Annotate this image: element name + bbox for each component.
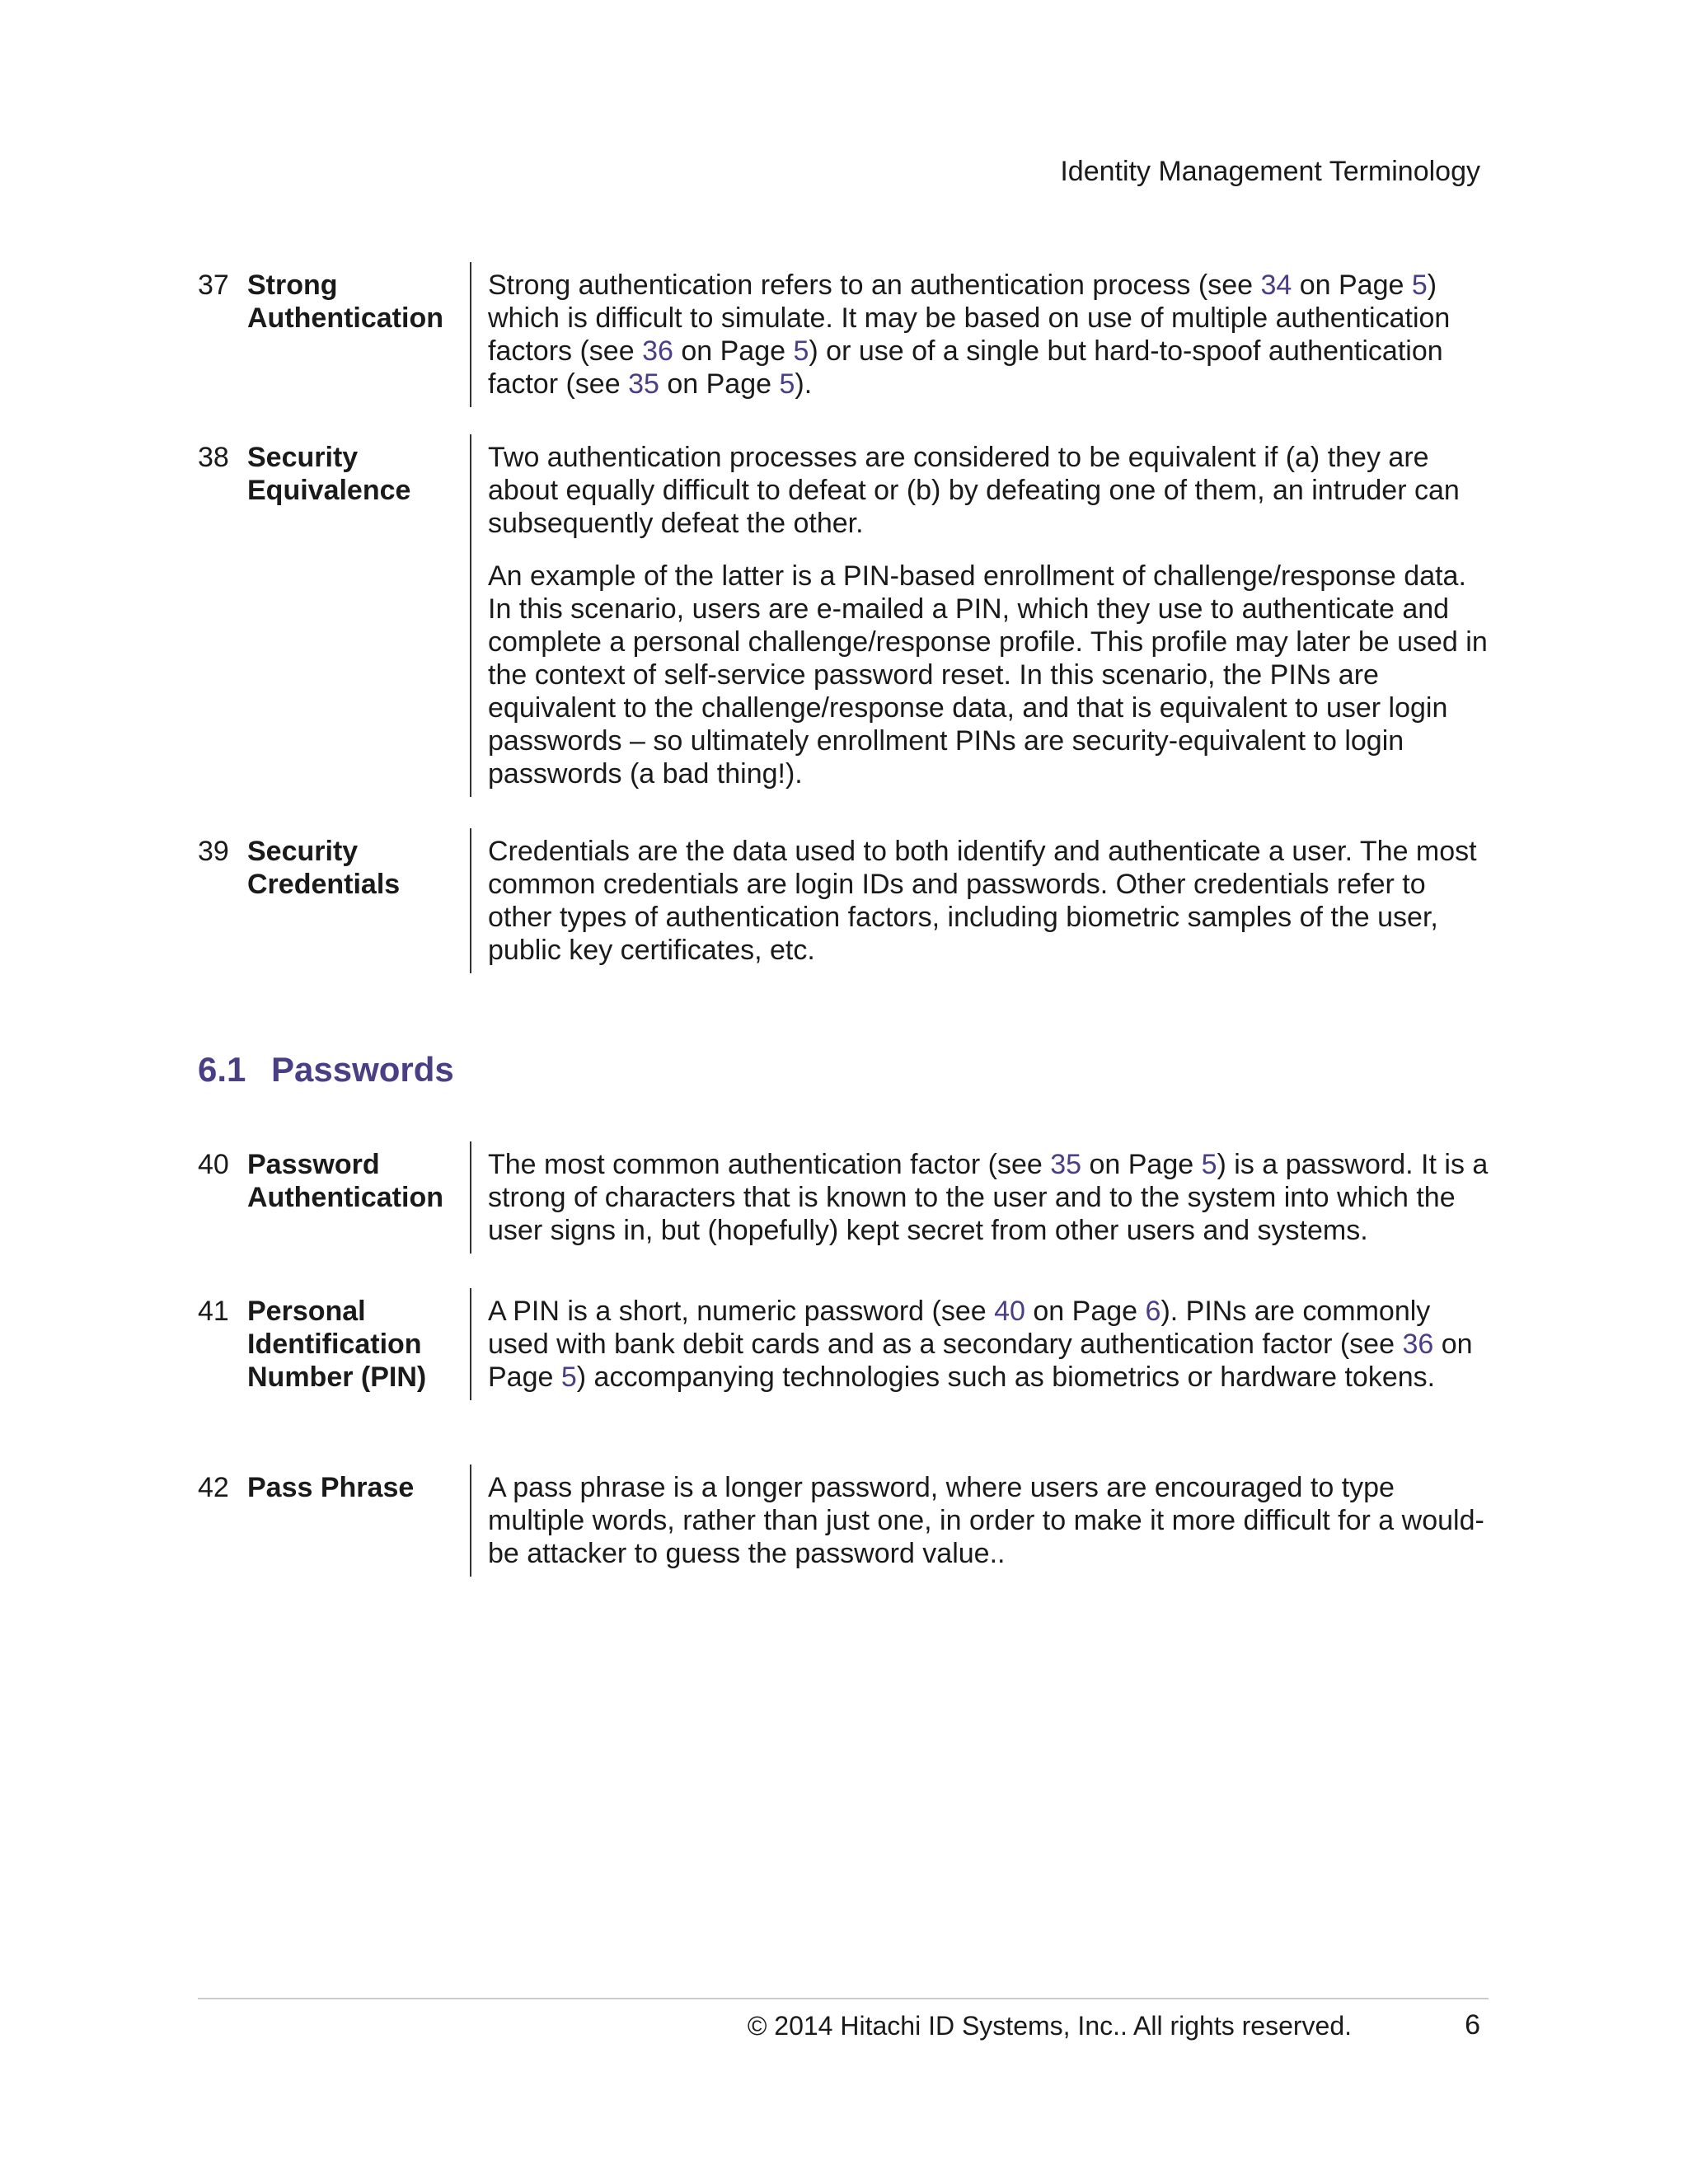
cross-reference-link[interactable]: 5 bbox=[560, 1361, 577, 1393]
definition-paragraph bbox=[488, 1295, 1489, 1394]
glossary-entry bbox=[198, 1141, 1489, 1254]
definition-paragraph bbox=[488, 1148, 1489, 1247]
entry-term-line: Security bbox=[247, 442, 359, 473]
cross-reference-link[interactable]: 36 bbox=[642, 335, 673, 367]
cross-reference-link[interactable]: 5 bbox=[793, 335, 809, 367]
entry-number: 41 bbox=[198, 1296, 229, 1327]
entry-definition bbox=[470, 1141, 1489, 1254]
entry-number: 40 bbox=[198, 1149, 229, 1180]
definition-text: ) or use of a single but hard-to-spoof authentication factor (see bbox=[488, 335, 1443, 400]
definition-text: on Page bbox=[673, 335, 794, 367]
definition-paragraph bbox=[488, 560, 1489, 790]
definition-text: ) accompanying technologies such as biometrics or hardware tokens. bbox=[576, 1361, 1436, 1393]
definition-paragraph bbox=[488, 269, 1489, 401]
cross-reference-link[interactable]: 34 bbox=[1260, 269, 1292, 301]
entry-definition bbox=[470, 828, 1489, 973]
entry-term-line: Credentials bbox=[247, 869, 401, 900]
glossary-entry bbox=[198, 1288, 1489, 1400]
section-heading bbox=[198, 1048, 454, 1091]
section-number: 6.1 bbox=[198, 1050, 246, 1089]
footer-copyright: © 2014 Hitachi ID Systems, Inc.. All rights reserved. bbox=[747, 2011, 1352, 2041]
cross-reference-link[interactable]: 40 bbox=[994, 1296, 1025, 1327]
entry-term-line: Personal bbox=[247, 1296, 366, 1327]
entry-term bbox=[247, 434, 470, 797]
cross-reference-link[interactable]: 6 bbox=[1145, 1296, 1161, 1327]
definition-text: on Page bbox=[659, 368, 780, 400]
entry-term-line: Authentication bbox=[247, 302, 443, 334]
definition-text: ) which is difficult to simulate. It may be based on use of multiple authentication factors (see bbox=[488, 269, 1451, 367]
entry-definition bbox=[470, 1288, 1489, 1400]
cross-reference-link[interactable]: 35 bbox=[628, 368, 659, 400]
cross-reference-link[interactable]: 36 bbox=[1402, 1329, 1434, 1360]
entry-term-line: Identification bbox=[247, 1329, 422, 1360]
cross-reference-link[interactable]: 5 bbox=[1201, 1149, 1217, 1180]
entry-number: 38 bbox=[198, 442, 229, 473]
glossary-entry bbox=[198, 1465, 1489, 1577]
cross-reference-link[interactable]: 35 bbox=[1050, 1149, 1082, 1180]
footer-divider bbox=[198, 1998, 1489, 1999]
page-number: 6 bbox=[1465, 2009, 1480, 2041]
running-header: Identity Management Terminology bbox=[1060, 156, 1480, 187]
entry-term-line: Equivalence bbox=[247, 475, 411, 506]
glossary-entry bbox=[198, 828, 1489, 973]
definition-text: Strong authentication refers to an authentication process (see bbox=[488, 269, 1261, 301]
entry-definition bbox=[470, 1465, 1489, 1577]
definition-text: Credentials are the data used to both identify and authenticate a user. The most common credentials are login IDs and passwords. Other credentials refer to other types of authentication factors, including biometric samples of the user, public key certificates, etc. bbox=[488, 836, 1477, 966]
definition-text: ). PINs are commonly used with bank debit cards and as a secondary authentication factor (see bbox=[488, 1296, 1431, 1360]
definition-text: ) is a password. It is a strong of characters that is known to the user and to the system into which the user signs in, but (hopefully) kept secret from other users and systems. bbox=[488, 1149, 1489, 1246]
entry-term bbox=[247, 828, 470, 973]
definition-text: ). bbox=[795, 368, 813, 400]
entry-term bbox=[247, 1141, 470, 1254]
entry-term-line: Password bbox=[247, 1149, 380, 1180]
definition-paragraph bbox=[488, 441, 1489, 540]
definition-text: on Page bbox=[1292, 269, 1412, 301]
glossary-entry bbox=[198, 434, 1489, 797]
cross-reference-link[interactable]: 5 bbox=[1411, 269, 1428, 301]
entry-term-line: Security bbox=[247, 836, 359, 867]
definition-text: A pass phrase is a longer password, where users are encouraged to type multiple words, rather than just one, in order to make it more difficult for a would-be attacker to guess the password value.. bbox=[488, 1472, 1484, 1569]
entry-term-line: Strong bbox=[247, 269, 338, 301]
definition-text: An example of the latter is a PIN-based enrollment of challenge/response data. In this scenario, users are e-mailed a PIN, which they use to authenticate and complete a personal challenge/response profile. This profile may later be used in the context of self-service password reset. In this scenario, the PINs are equivalent to the challenge/response data, and that is equivalent to user login passwords – so ultimately enrollment PINs are security-equivalent to login passwords (a bad thing!). bbox=[488, 560, 1488, 790]
definition-text: The most common authentication factor (see bbox=[488, 1149, 1051, 1180]
entry-term-line: Number (PIN) bbox=[247, 1361, 427, 1393]
definition-text: Two authentication processes are considered to be equivalent if (a) they are about equally difficult to defeat or (b) by defeating one of them, an intruder can subsequently defeat the other. bbox=[488, 442, 1460, 539]
definition-text: A PIN is a short, numeric password (see bbox=[488, 1296, 995, 1327]
entry-term bbox=[247, 1465, 470, 1577]
entry-definition bbox=[470, 262, 1489, 407]
definition-paragraph bbox=[488, 835, 1489, 967]
glossary-entry bbox=[198, 262, 1489, 407]
section-title: Passwords bbox=[271, 1050, 454, 1089]
definition-paragraph bbox=[488, 1471, 1489, 1570]
cross-reference-link[interactable]: 5 bbox=[779, 368, 795, 400]
definition-text: on Page bbox=[1081, 1149, 1202, 1180]
entry-term-line: Pass Phrase bbox=[247, 1472, 415, 1503]
definition-text: on Page bbox=[488, 1329, 1473, 1393]
entry-number: 37 bbox=[198, 269, 229, 301]
entry-term bbox=[247, 1288, 470, 1400]
entry-number: 42 bbox=[198, 1472, 229, 1503]
entry-term-line: Authentication bbox=[247, 1182, 443, 1213]
entry-definition bbox=[470, 434, 1489, 797]
entry-term bbox=[247, 262, 470, 407]
definition-text: on Page bbox=[1025, 1296, 1146, 1327]
entry-number: 39 bbox=[198, 836, 229, 867]
